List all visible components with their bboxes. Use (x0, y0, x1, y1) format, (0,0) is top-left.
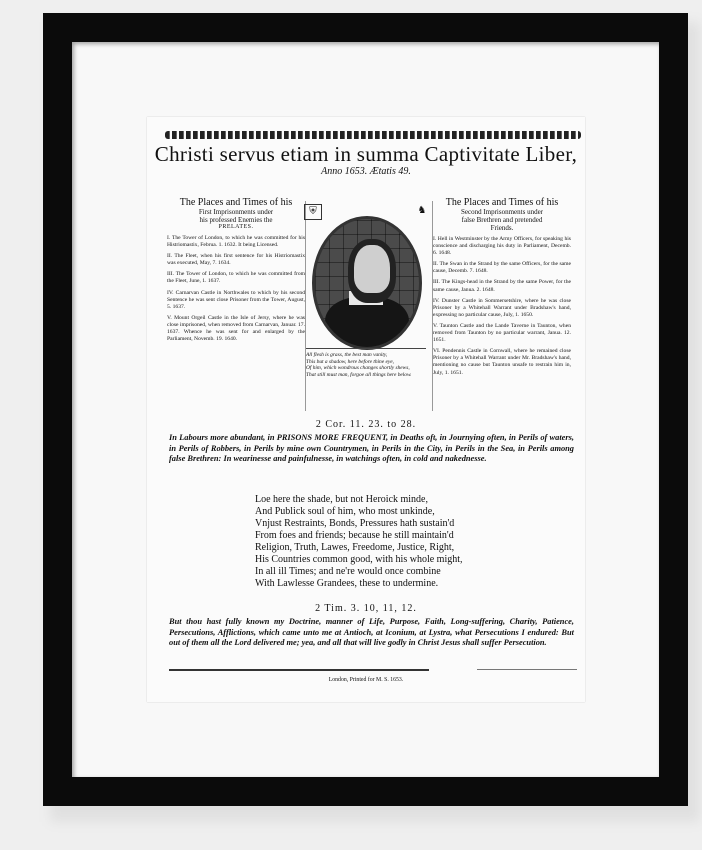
poem-line: Loe here the shade, but not Heroick minde, (255, 494, 428, 505)
poem-line: From foes and friends; because he still maintain'd (255, 530, 454, 541)
verse-line: All flesh is grass, the best man vanity, (306, 352, 388, 358)
scripture-reference-2: 2 Tim. 3. 10, 11, 12. (315, 603, 417, 614)
right-column (433, 197, 571, 377)
poem-line: Vnjust Restraints, Bonds, Pressures hath sustain'd (255, 518, 455, 529)
list-item: IV. Dunster Castle in Sommersetshire, where he was close Prisoner by a Whitehall Warrant under Bradshaw's hand, expressing no particular cause, July, 1. 1650. (433, 297, 571, 318)
ornamental-border (165, 131, 581, 139)
right-heading: The Places and Times of his (445, 197, 559, 208)
left-sub1: First Imprisonments under (198, 208, 274, 216)
coat-of-arms-icon: ⛨ (304, 204, 322, 220)
scripture-text-2: But thou hast fully known my Doctrine, manner of Life, Purpose, Faith, Long-suffering, Charity, Patience, Persecutions, Afflictions, which came unto me at Antioch, at Iconium, at Lystra, what Persecutions I endured: But out of them all the Lord delivered me; yea, and all that will live godly in Christ Jesus shall suffer Persecution. (169, 617, 574, 647)
mat-board (72, 42, 659, 777)
portrait-head (348, 239, 396, 303)
closing-rule (477, 669, 577, 670)
list-item: III. The Kings-head in the Strand by the same Power, for the same cause, Janua. 2. 1648. (433, 279, 571, 293)
poem-line: And Publick soul of him, who most unkinde, (255, 506, 435, 517)
right-sub3: Friends. (490, 224, 514, 232)
portrait-oval (312, 216, 422, 350)
list-item: III. The Tower of London, to which he was committed from the Fleet, June, 1. 1637. (167, 271, 305, 285)
list-item: IV. Carnarvan Castle in Northwales to which by his second Sentence he was sent close Prisoner from the Tower, August, 5. 1637. (167, 289, 305, 310)
portrait-engraving (302, 202, 432, 407)
list-item: I. Hell in Westminster by the Army Officers, for speaking his conscience and discharging his duty in Parliament, Decemb. 6. 1648. (433, 236, 571, 257)
poem-line: His Countries common good, with his whole might, (255, 554, 463, 565)
poem-line: Religion, Truth, Lawes, Freedome, Justice, Right, (255, 542, 455, 553)
verse-line: That still must man, forgoe all things here below. (306, 371, 412, 378)
left-heading: The Places and Times of his (179, 197, 293, 208)
closing-rule (169, 669, 429, 671)
scripture-reference-1: 2 Cor. 11. 23. to 28. (315, 419, 417, 430)
poem-line: With Lawlesse Grandees, these to undermine. (255, 578, 439, 589)
verse-line: Of him, which wondrous changes shortly shews, (306, 365, 410, 371)
list-item: V. Mount Orgeil Castle in the Isle of Jersy, where he was close imprisoned, when removed from Carnarvan, Januar. 17. 1637. Whence he was sent for and enlarged by the Parliament, Novemb. 19. 1640. (167, 314, 305, 343)
poem (255, 494, 463, 590)
list-item: II. The Fleet, when his first sentence for his Histriomastix was executed, May, 7. 1634. (167, 253, 305, 267)
right-sub1: Second Imprisonments under (460, 208, 544, 216)
portrait-rule (306, 348, 426, 349)
broadside-subtitle: Anno 1653. Ætatis 49. (321, 166, 411, 177)
broadside-title: Christi servus etiam in summa Captivitate Liber, (154, 142, 578, 166)
broadside-print (147, 117, 585, 702)
picture-frame (43, 13, 688, 806)
left-sub2: his professed Enemies the (199, 216, 273, 224)
list-item: V. Taunton Castle and the Lande Taverne in Taunton, when removed from Taunton by no particular warrant, Janua. 12. 1651. (433, 322, 571, 344)
left-column (167, 197, 305, 343)
imprint: London, Printed for M. S. 1653. (328, 677, 404, 683)
portrait-verse (306, 352, 430, 378)
crest-icon: ♞ (417, 205, 427, 216)
right-sub2: false Brethren and pretended (461, 216, 543, 224)
poem-line: In all ill Times; and ne're would once combine (255, 566, 441, 577)
list-item: II. The Swan in the Strand by the same Officers, for the same cause, Decemb. 7. 1648. (433, 261, 571, 275)
scripture-text-1: In Labours more abundant, in PRISONS MORE FREQUENT, in Deaths oft, in Journying often, in Perils of waters, in Perils of Robbers, in Perils by mine own Countrymen, in Perils in the City, in Perils in the Sea, in Perils among false Brethren: In wearinesse and painfulnesse, in watchings often, in cold and nakednesse. (169, 433, 574, 463)
verse-line: This but a shadow, here before thine eye, (306, 358, 394, 365)
list-item: VI. Pendennis Castle in Cornwall, where he remained close Prisoner by a Whitehall Warrant under Mr. Bradshaw's hand, mentioning no cause but Taunton unsafe to restrain him in, July, 1. 1651. (433, 348, 571, 376)
list-item: I. The Tower of London, to which he was committed for his Histriomastix, Februa. 1. 1632. It being Licensed. (167, 235, 305, 249)
left-sub3: PRELATES. (218, 224, 254, 230)
